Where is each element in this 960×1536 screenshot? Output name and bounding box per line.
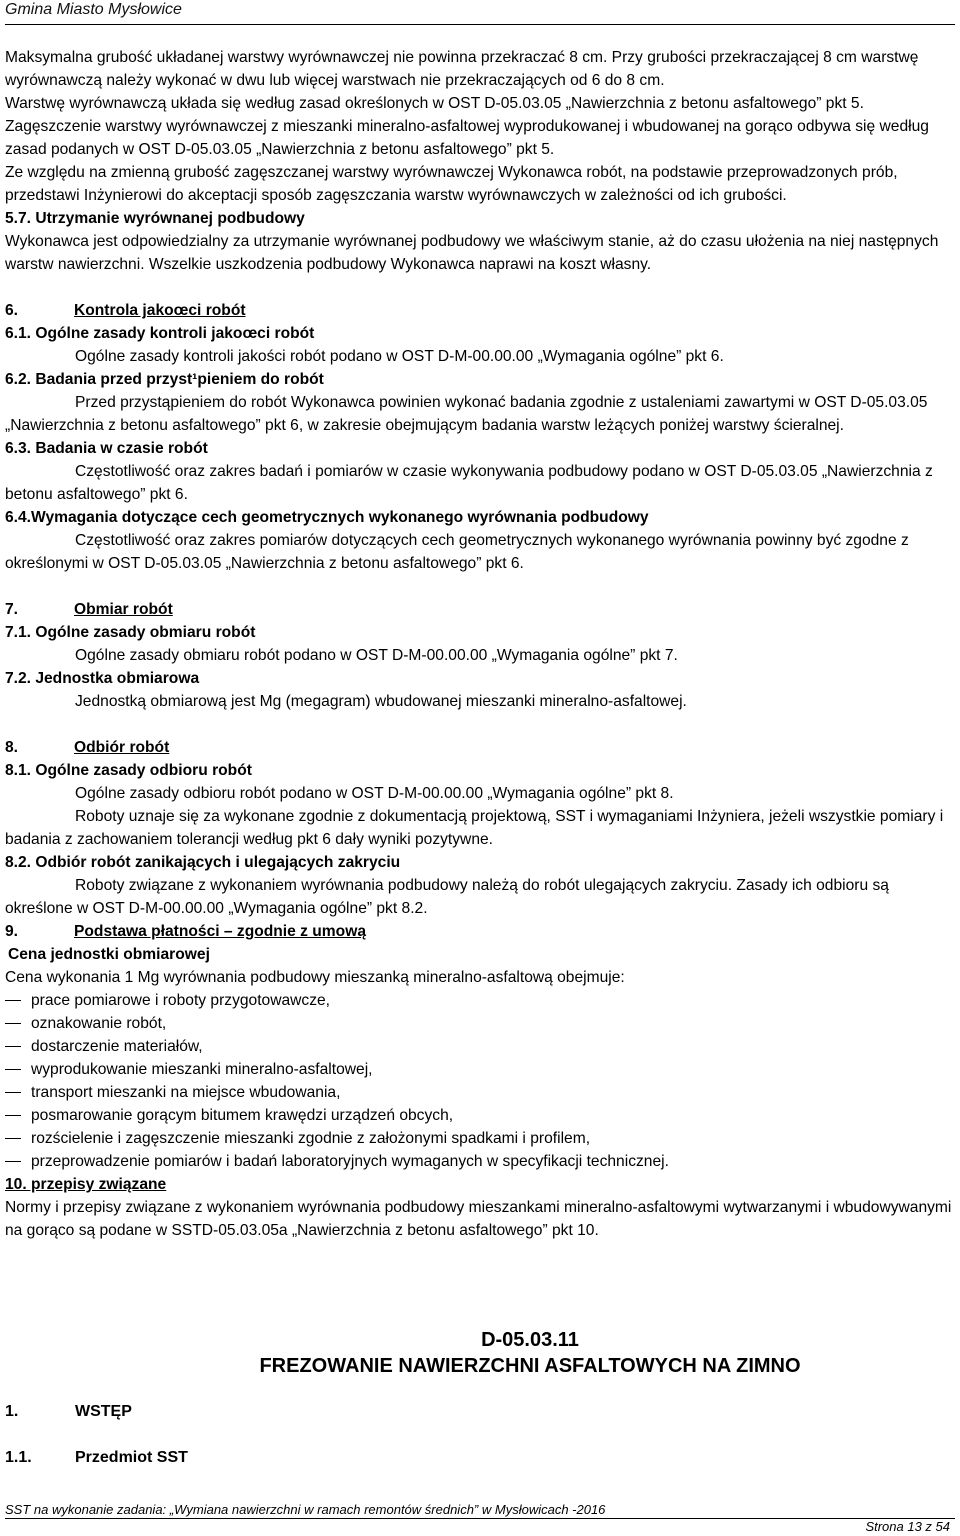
cost-items-list	[5, 989, 955, 1173]
spec-code: D-05.03.11	[481, 1329, 579, 1351]
document-body	[5, 46, 955, 1242]
page-header: Gmina Miasto Mysłowice	[5, 1, 182, 18]
subsection-heading: 6.3. Badania w czasie robót	[5, 440, 208, 457]
subsection-heading: 8.2. Odbiór robót zanikających i ulegających zakryciu	[5, 854, 401, 871]
paragraph: Jednostką obmiarową jest Mg (megagram) wbudowanej mieszanki mineralno-asfaltowej.	[75, 693, 687, 710]
section-heading: 7. Obmiar robót	[5, 601, 173, 618]
subsection-heading: 7.1. Ogólne zasady obmiaru robót	[5, 624, 256, 641]
paragraph: Roboty uznaje się za wykonane zgodnie z dokumentacją projektową, SST i wymaganiami Inżyniera, jeżeli wszystkie pomiary i badania z zachowaniem tolerancji według pkt 6 dały wyniki pozytywne.	[5, 808, 944, 848]
subsection-heading: 7.2. Jednostka obmiarowa	[5, 670, 200, 687]
subsection-heading: 6.2. Badania przed przyst¹pieniem do robót	[5, 371, 324, 388]
paragraph: Warstwę wyrównawczą układa się według zasad określonych w OST D-05.03.05 „Nawierzchnia z betonu asfaltowego” pkt 5.	[5, 95, 864, 112]
paragraph: Częstotliwość oraz zakres pomiarów dotyczących cech geometrycznych wykonanego wyrównania powinny być zgodne z określonymi w OST D-05.03.05 „Nawierzchnia z betonu asfaltowego” pkt 6.	[5, 532, 909, 572]
paragraph: Zagęszczenie warstwy wyrównawczej z mieszanki mineralno-asfaltowej wyprodukowanej i wbudowanej na gorąco odbywa się według zasad podanych w OST D-05.03.05 „Nawierzchnia z betonu asfaltowego” pkt 5.	[5, 118, 929, 158]
list-item: dostarczenie materiałów,	[5, 1035, 955, 1058]
subsection-heading: 6.1. Ogólne zasady kontroli jakoœci robót	[5, 325, 315, 342]
paragraph: Przed przystąpieniem do robót Wykonawca powinien wykonać badania zgodnie z ustaleniami zawartymi w OST D-05.03.05 „Nawierzchnia z betonu asfaltowego” pkt 6, w zakresie obejmującym badania warstw leżących poniżej warstwy ścieralnej.	[5, 394, 928, 434]
paragraph: Wykonawca jest odpowiedzialny za utrzymanie wyrównanej podbudowy we właściwym stanie, aż do czasu ułożenia na niej następnych warstw nawierzchni. Wszelkie uszkodzenia podbudowy Wykonawca naprawi na koszt własny.	[5, 233, 939, 273]
header-divider	[5, 24, 955, 25]
list-item: wyprodukowanie mieszanki mineralno-asfaltowej,	[5, 1058, 955, 1081]
section-heading: 9. Podstawa płatności – zgodnie z umową	[5, 923, 366, 940]
paragraph: Ogólne zasady obmiaru robót podano w OST D-M-00.00.00 „Wymagania ogólne” pkt 7.	[75, 647, 678, 664]
paragraph: Ogólne zasady odbioru robót podano w OST D-M-00.00.00 „Wymagania ogólne” pkt 8.	[75, 785, 674, 802]
spec-title: FREZOWANIE NAWIERZCHNI ASFALTOWYCH NA ZIMNO	[259, 1355, 801, 1377]
paragraph: Maksymalna grubość układanej warstwy wyrównawczej nie powinna przekraczać 8 cm. Przy grubości przekraczającej 8 cm warstwę wyrównawczą należy wykonać w dwu lub więcej warstwach nie przekraczających od 6 do 8 cm.	[5, 49, 919, 89]
subsection-heading: 8.1. Ogólne zasady odbioru robót	[5, 762, 252, 779]
footer-divider	[5, 1518, 955, 1519]
list-item: posmarowanie gorącym bitumem krawędzi urządzeń obcych,	[5, 1104, 955, 1127]
list-item: oznakowanie robót,	[5, 1012, 955, 1035]
subsection-heading: Cena jednostki obmiarowej	[8, 946, 210, 963]
list-item: rozścielenie i zagęszczenie mieszanki zgodnie z założonymi spadkami i profilem,	[5, 1127, 955, 1150]
list-item: prace pomiarowe i roboty przygotowawcze,	[5, 989, 955, 1012]
paragraph: Ze względu na zmienną grubość zagęszczanej warstwy wyrównawczej Wykonawca robót, na podstawie przeprowadzonych prób, przedstawi Inżynierowi do akceptacji sposób zagęszczania warstw wyrównawczych w zależności od ich grubości.	[5, 164, 898, 204]
paragraph: Normy i przepisy związane z wykonaniem wyrównania podbudowy mieszankami mineralno-asfaltowymi wytwarzanymi i wbudowywanymi na gorąco są podane w SSTD-05.03.05a „Nawierzchnia z betonu asfaltowego” pkt 10.	[5, 1199, 952, 1239]
paragraph: Roboty związane z wykonaniem wyrównania podbudowy należą do robót ulegających zakryciu. Zasady ich odbioru są określone w OST D-M-00.00.00 „Wymagania ogólne” pkt 8.2.	[5, 877, 889, 917]
page-number: Strona 13 z 54	[865, 1519, 950, 1534]
footer-text: SST na wykonanie zadania: „Wymiana nawierzchni w ramach remontów średnich” w Mysłowicach -2016	[5, 1502, 606, 1517]
list-item: transport mieszanki na miejsce wbudowania,	[5, 1081, 955, 1104]
list-item: przeprowadzenie pomiarów i badań laboratoryjnych wymaganych w specyfikacji technicznej.	[5, 1150, 955, 1173]
section-heading: 1. WSTĘP	[5, 1403, 132, 1420]
spec-title-block	[0, 1327, 960, 1379]
paragraph: Ogólne zasady kontroli jakości robót podano w OST D-M-00.00.00 „Wymagania ogólne” pkt 6.	[75, 348, 724, 365]
section-heading: 6. Kontrola jakoœci robót	[5, 302, 246, 319]
subsection-heading: 6.4.Wymagania dotyczące cech geometrycznych wykonanego wyrównania podbudowy	[5, 509, 649, 526]
section-heading: 8. Odbiór robót	[5, 739, 170, 756]
subsection-heading: 5.7. Utrzymanie wyrównanej podbudowy	[5, 210, 305, 227]
section-heading: 10. przepisy związane	[5, 1176, 167, 1193]
subsection-heading: 1.1. Przedmiot SST	[5, 1449, 188, 1466]
paragraph: Cena wykonania 1 Mg wyrównania podbudowy mieszanką mineralno-asfaltową obejmuje:	[5, 969, 625, 986]
paragraph: Częstotliwość oraz zakres badań i pomiarów w czasie wykonywania podbudowy podano w OST D-05.03.05 „Nawierzchnia z betonu asfaltowego” pkt 6.	[5, 463, 933, 503]
